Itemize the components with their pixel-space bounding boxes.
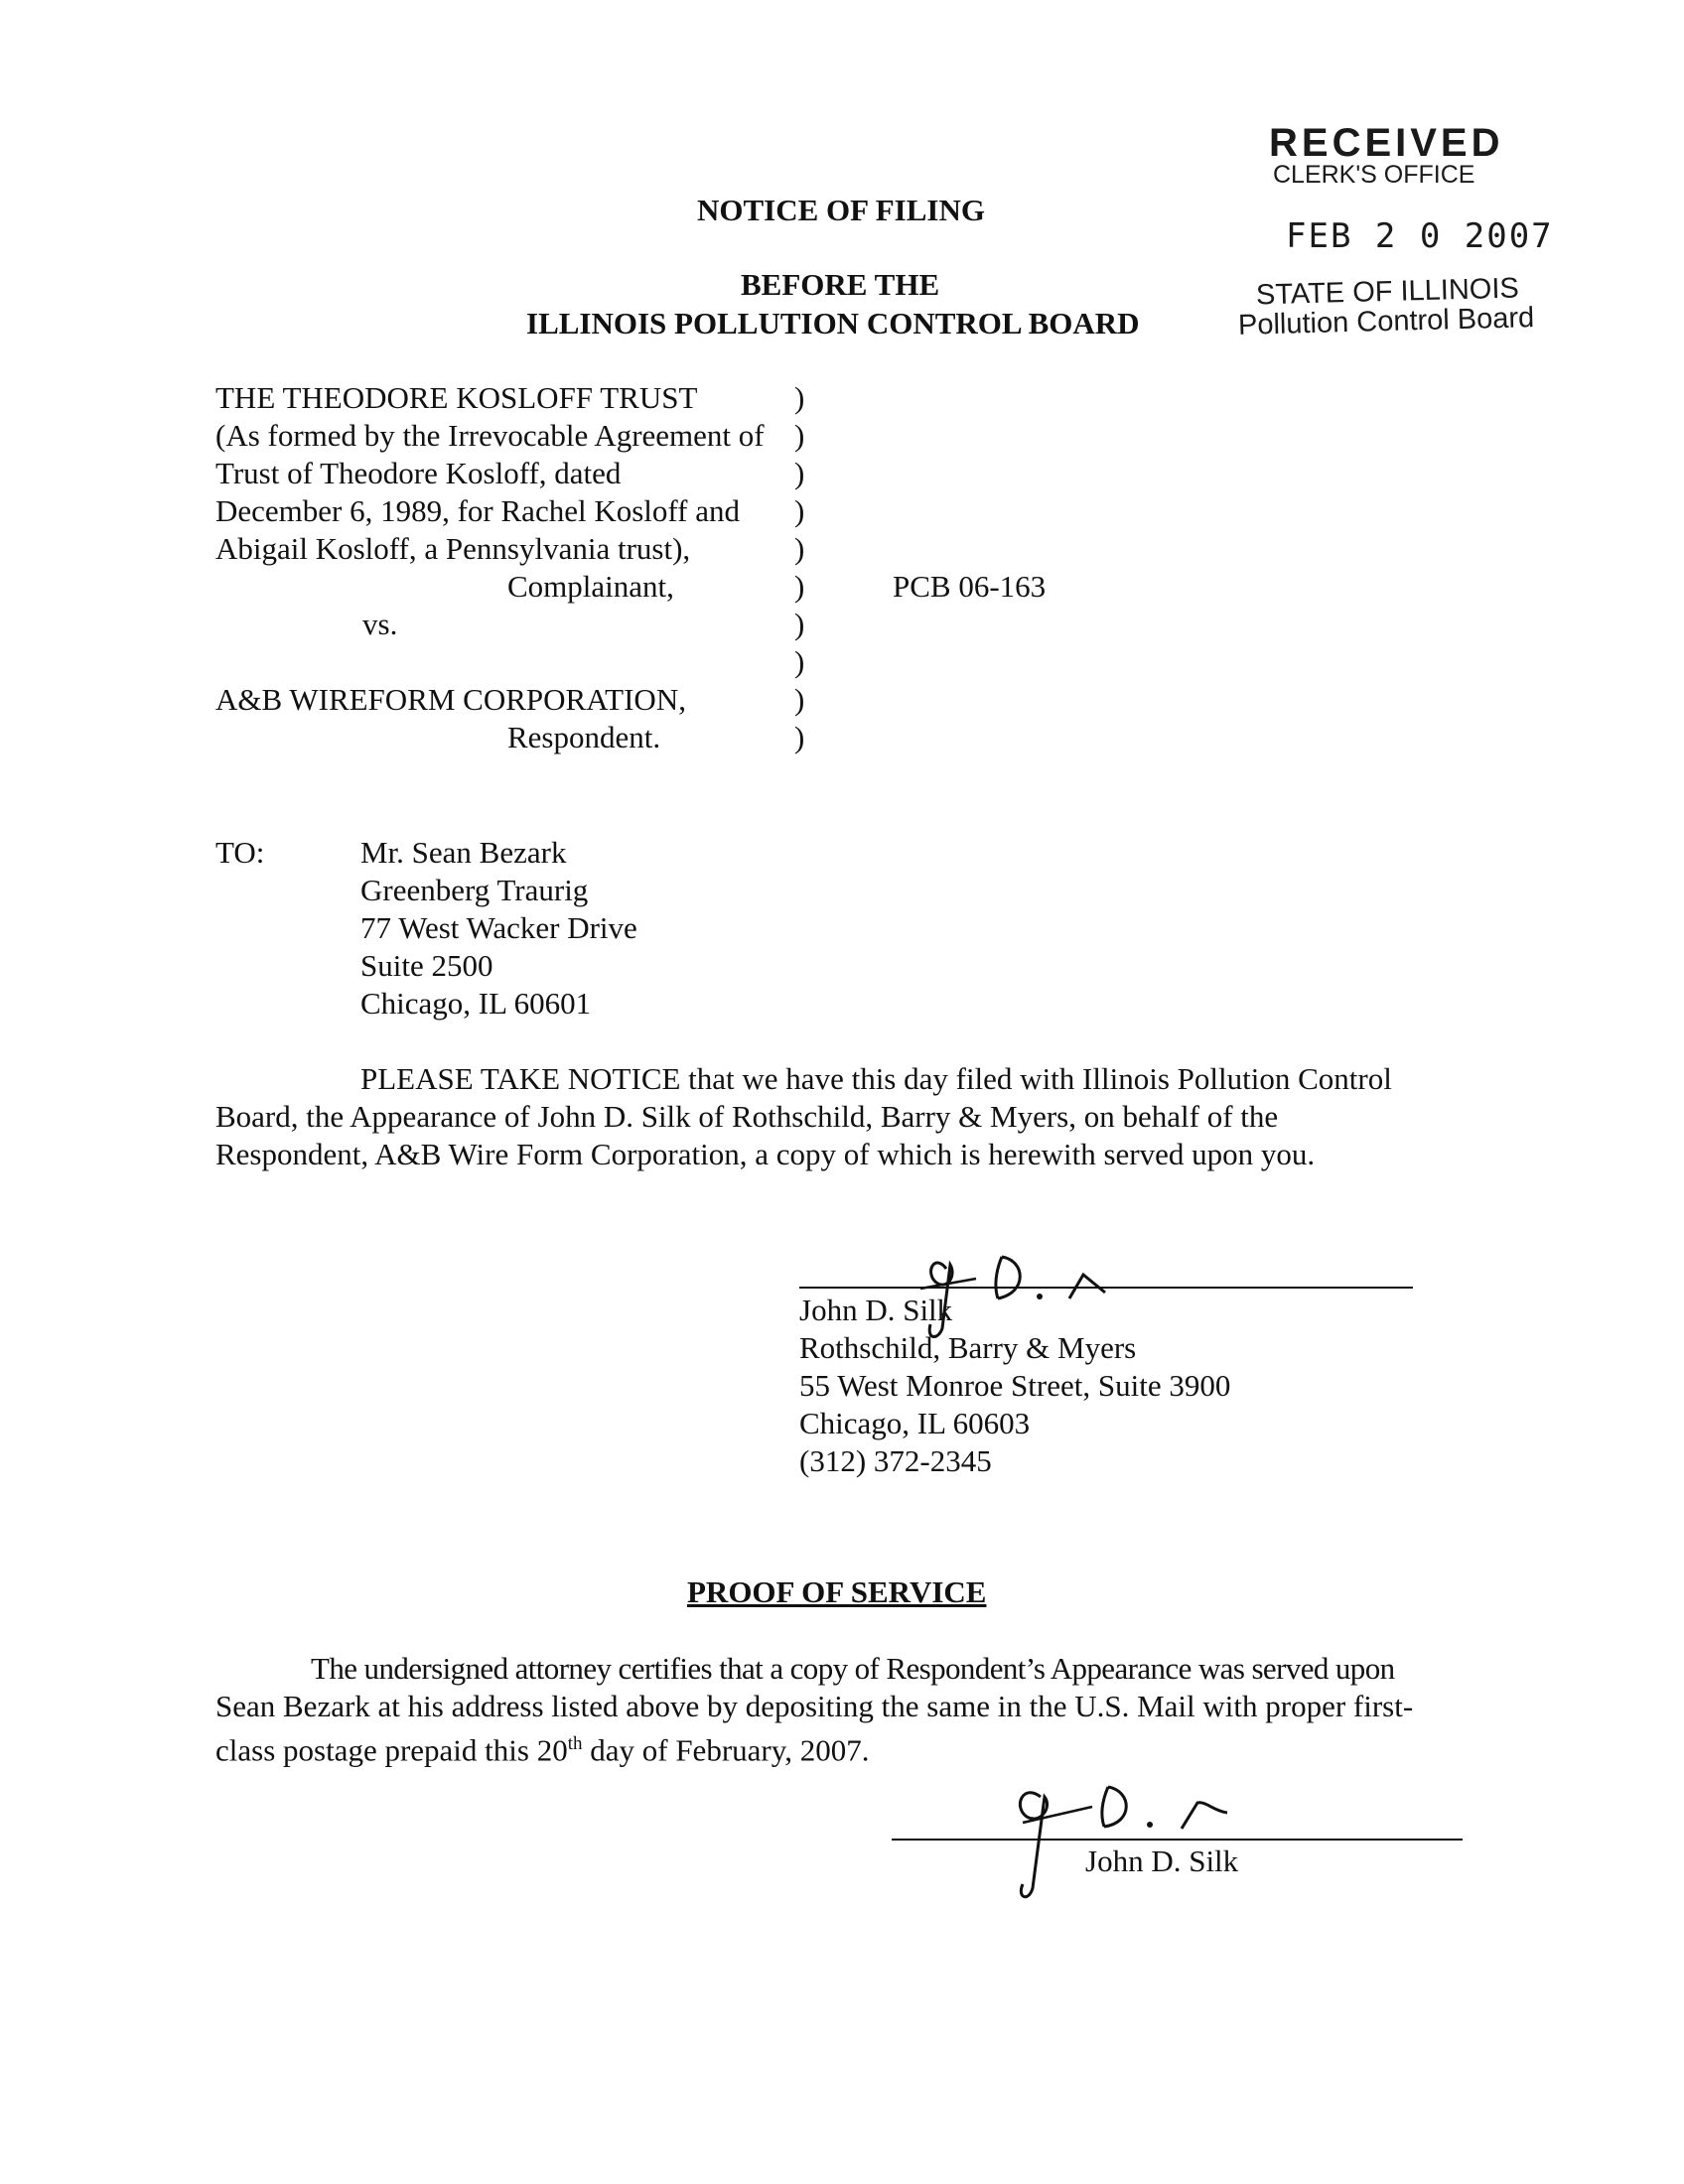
versus-label: vs. xyxy=(362,607,398,641)
signer-firm: Rothschild, Barry & Myers xyxy=(799,1330,1137,1365)
caption-paren: ) xyxy=(794,607,805,641)
respondent-name: A&B WIREFORM CORPORATION, xyxy=(215,682,686,717)
caption-paren: ) xyxy=(794,569,805,604)
notice-line-1: PLEASE TAKE NOTICE that we have this day filed with Illinois Pollution Control xyxy=(360,1061,1392,1096)
before-the-heading: BEFORE THE xyxy=(741,267,940,302)
caption-line-3: Trust of Theodore Kosloff, dated xyxy=(215,456,622,490)
notice-of-filing-heading: NOTICE OF FILING xyxy=(697,193,985,227)
proof-line-2: Sean Bezark at his address listed above by depositing the same in the U.S. Mail with proper first- xyxy=(215,1689,1414,1723)
signature-line-2 xyxy=(892,1839,1463,1841)
to-line-4: Suite 2500 xyxy=(360,948,493,983)
caption-paren: ) xyxy=(794,720,805,754)
to-line-3: 77 West Wacker Drive xyxy=(360,910,637,945)
stamp-date: FEB 2 0 2007 xyxy=(1286,216,1554,256)
notice-line-2: Board, the Appearance of John D. Silk of Rothschild, Barry & Myers, on behalf of the xyxy=(215,1099,1279,1134)
caption-paren: ) xyxy=(794,644,805,679)
caption-paren: ) xyxy=(794,380,805,415)
signer-phone: (312) 372-2345 xyxy=(799,1443,992,1478)
respondent-label: Respondent. xyxy=(507,720,661,754)
stamp-received: RECEIVED xyxy=(1269,121,1504,165)
caption-line-5: Abigail Kosloff, a Pennsylvania trust), xyxy=(215,531,691,566)
signature-line-1 xyxy=(799,1287,1413,1289)
notice-line-3: Respondent, A&B Wire Form Corporation, a copy of which is herewith served upon you. xyxy=(215,1137,1316,1171)
stamp-state: STATE OF ILLINOIS xyxy=(1255,272,1520,312)
signer-city: Chicago, IL 60603 xyxy=(799,1406,1031,1440)
to-line-2: Greenberg Traurig xyxy=(360,873,589,907)
board-heading: ILLINOIS POLLUTION CONTROL BOARD xyxy=(526,306,1140,341)
to-line-1: Mr. Sean Bezark xyxy=(360,835,567,870)
proof-line-1: The undersigned attorney certifies that a copy of Respondent’s Appearance was served upon xyxy=(311,1651,1395,1686)
caption-line-1: THE THEODORE KOSLOFF TRUST xyxy=(215,380,698,415)
stamp-clerks-office: CLERK'S OFFICE xyxy=(1273,161,1475,189)
caption-paren: ) xyxy=(794,456,805,490)
complainant-label: Complainant, xyxy=(507,569,674,604)
caption-paren: ) xyxy=(794,682,805,717)
case-number: PCB 06-163 xyxy=(893,569,1047,604)
handwritten-signature-2 xyxy=(993,1767,1281,1906)
caption-paren: ) xyxy=(794,418,805,453)
caption-line-2: (As formed by the Irrevocable Agreement of xyxy=(215,418,765,453)
signer-street: 55 West Monroe Street, Suite 3900 xyxy=(799,1368,1231,1403)
caption-paren: ) xyxy=(794,493,805,528)
proof-ordinal-suffix: th xyxy=(567,1733,583,1754)
to-label: TO: xyxy=(215,835,265,870)
to-line-5: Chicago, IL 60601 xyxy=(360,986,592,1021)
proof-signer-name: John D. Silk xyxy=(1085,1843,1239,1878)
signer-name: John D. Silk xyxy=(799,1293,953,1327)
proof-line-3 xyxy=(215,1725,869,1769)
caption-paren: ) xyxy=(794,531,805,566)
proof-of-service-heading: PROOF OF SERVICE xyxy=(687,1574,987,1609)
proof-line-3-end: day of February, 2007. xyxy=(582,1732,870,1768)
caption-line-4: December 6, 1989, for Rachel Kosloff and xyxy=(215,493,740,528)
proof-line-3-text: class postage prepaid this 20 xyxy=(215,1732,568,1768)
stamp-board: Pollution Control Board xyxy=(1237,302,1535,341)
